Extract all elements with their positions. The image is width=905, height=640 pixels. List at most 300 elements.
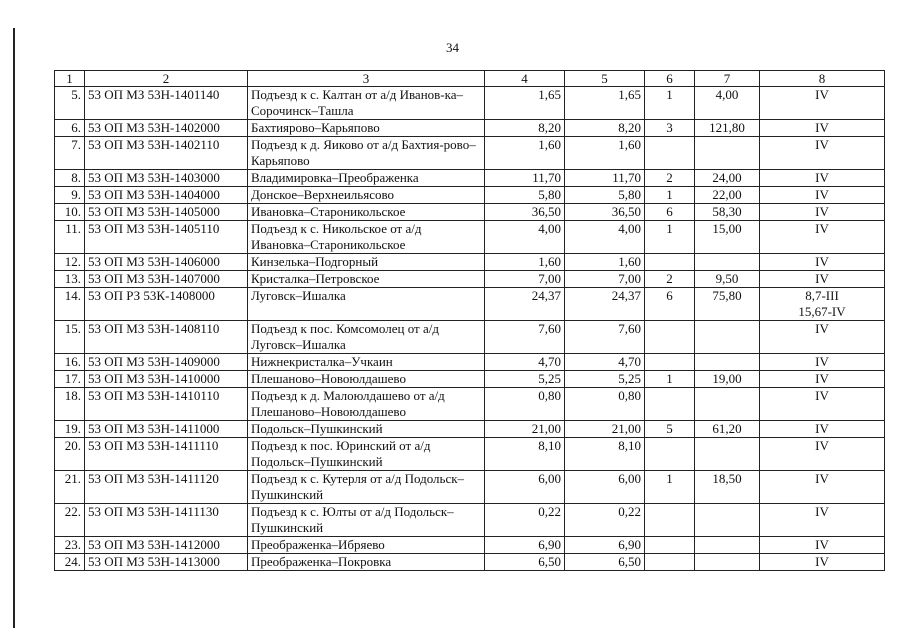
road-id-cell <box>85 504 248 537</box>
category-cell <box>760 388 885 421</box>
length-cell <box>485 438 565 471</box>
column-header: 3 <box>248 71 485 87</box>
length-cell <box>565 504 645 537</box>
road-id-cell <box>85 388 248 421</box>
row-number-text: 12. <box>64 254 81 269</box>
length-cell <box>485 120 565 137</box>
count-cell-text: 1 <box>666 87 673 102</box>
row-number-text: 23. <box>64 537 81 552</box>
road-id-cell <box>85 371 248 388</box>
road-id-cell-text: 53 ОП МЗ 53Н-1405110 <box>88 221 220 236</box>
table-row <box>55 120 885 137</box>
category-cell <box>760 471 885 504</box>
length-cell-text: 4,70 <box>618 354 641 369</box>
category-cell <box>760 204 885 221</box>
count-cell <box>645 170 695 187</box>
road-name-cell <box>248 288 485 321</box>
length-cell-text: 36,50 <box>531 204 561 219</box>
category-cell-text: IV <box>815 254 829 269</box>
category-cell-text: IV <box>815 421 829 436</box>
row-number <box>55 504 85 537</box>
road-id-cell-text: 53 ОП МЗ 53Н-1405000 <box>88 204 220 219</box>
bridge-length-cell <box>695 137 760 170</box>
road-id-cell-text: 53 ОП МЗ 53Н-1412000 <box>88 537 220 552</box>
road-id-cell <box>85 170 248 187</box>
count-cell <box>645 438 695 471</box>
row-number <box>55 137 85 170</box>
length-cell-text: 6,50 <box>538 554 561 569</box>
count-cell <box>645 87 695 120</box>
length-cell <box>485 554 565 571</box>
length-cell <box>485 254 565 271</box>
road-name-cell <box>248 371 485 388</box>
length-cell-text: 1,60 <box>618 254 641 269</box>
road-name-cell-text: Подъезд к д. Яиково от а/д Бахтия-рово–Карьяпово <box>251 137 476 168</box>
row-number <box>55 537 85 554</box>
row-number-text: 17. <box>64 371 81 386</box>
length-cell <box>565 221 645 254</box>
length-cell-text: 1,60 <box>618 137 641 152</box>
bridge-length-cell-text: 61,20 <box>712 421 742 436</box>
length-cell-text: 4,00 <box>538 221 561 236</box>
length-cell <box>485 87 565 120</box>
roads-table <box>54 70 885 571</box>
road-name-cell <box>248 537 485 554</box>
road-id-cell-text: 53 ОП МЗ 53Н-1406000 <box>88 254 220 269</box>
road-name-cell <box>248 388 485 421</box>
category-cell <box>760 554 885 571</box>
table-row <box>55 371 885 388</box>
count-cell <box>645 504 695 537</box>
count-cell-text: 2 <box>666 271 673 286</box>
road-id-cell-text: 53 ОП МЗ 53Н-1411110 <box>88 438 219 453</box>
road-name-cell-text: Подъезд к пос. Комсомолец от а/д Луговск–Ишалка <box>251 321 439 352</box>
count-cell <box>645 388 695 421</box>
category-cell <box>760 321 885 354</box>
row-number <box>55 554 85 571</box>
row-number-text: 20. <box>64 438 81 453</box>
row-number <box>55 371 85 388</box>
category-cell <box>760 254 885 271</box>
category-cell-text: IV <box>815 471 829 486</box>
bridge-length-cell-text: 58,30 <box>712 204 742 219</box>
table-header-row <box>55 71 885 87</box>
road-name-cell-text: Донское–Верхнеильясово <box>251 187 395 202</box>
road-name-cell <box>248 204 485 221</box>
length-cell <box>485 388 565 421</box>
row-number <box>55 221 85 254</box>
column-header: 8 <box>760 71 885 87</box>
table-row <box>55 204 885 221</box>
row-number-text: 7. <box>71 137 81 152</box>
road-name-cell-text: Подъезд к пос. Юринский от а/д Подольск–Пушкинский <box>251 438 431 469</box>
length-cell-text: 24,37 <box>531 288 561 303</box>
length-cell <box>565 170 645 187</box>
length-cell-text: 36,50 <box>611 204 641 219</box>
table-row <box>55 254 885 271</box>
length-cell <box>485 221 565 254</box>
road-name-cell <box>248 87 485 120</box>
column-header: 1 <box>55 71 85 87</box>
category-cell-text: IV <box>815 87 829 102</box>
count-cell-text: 2 <box>666 170 673 185</box>
bridge-length-cell <box>695 87 760 120</box>
category-cell-text: IV <box>815 204 829 219</box>
length-cell <box>565 537 645 554</box>
road-id-cell-text: 53 ОП МЗ 53Н-1408110 <box>88 321 220 336</box>
road-id-cell <box>85 421 248 438</box>
road-name-cell-text: Преображенка–Покровка <box>251 554 392 569</box>
category-cell-text: IV <box>815 354 829 369</box>
length-cell <box>485 421 565 438</box>
road-name-cell <box>248 120 485 137</box>
row-number-text: 6. <box>71 120 81 135</box>
category-cell-text: IV <box>815 537 829 552</box>
table-row <box>55 221 885 254</box>
count-cell-text: 6 <box>666 204 673 219</box>
count-cell <box>645 137 695 170</box>
length-cell-text: 0,22 <box>538 504 561 519</box>
count-cell <box>645 120 695 137</box>
bridge-length-cell-text: 22,00 <box>712 187 742 202</box>
row-number-text: 22. <box>64 504 81 519</box>
count-cell <box>645 537 695 554</box>
road-id-cell <box>85 354 248 371</box>
length-cell <box>565 187 645 204</box>
category-cell-text: IV <box>815 221 829 236</box>
count-cell <box>645 221 695 254</box>
length-cell <box>565 554 645 571</box>
road-id-cell-text: 53 ОП МЗ 53Н-1411000 <box>88 421 220 436</box>
bridge-length-cell <box>695 504 760 537</box>
length-cell-text: 0,22 <box>618 504 641 519</box>
count-cell <box>645 421 695 438</box>
length-cell-text: 7,00 <box>538 271 561 286</box>
road-name-cell <box>248 254 485 271</box>
row-number-text: 18. <box>64 388 81 403</box>
row-number <box>55 204 85 221</box>
table-row <box>55 87 885 120</box>
count-cell <box>645 471 695 504</box>
bridge-length-cell-text: 19,00 <box>712 371 742 386</box>
column-header: 7 <box>695 71 760 87</box>
length-cell <box>485 288 565 321</box>
page-edge-line <box>13 28 15 628</box>
column-header: 5 <box>565 71 645 87</box>
row-number-text: 24. <box>64 554 81 569</box>
bridge-length-cell-text: 121,80 <box>709 120 745 135</box>
row-number <box>55 471 85 504</box>
row-number-text: 14. <box>64 288 81 303</box>
road-name-cell-text: Подъезд к с. Калтан от а/д Иванов-ка–Сорочинск–Ташла <box>251 87 464 118</box>
length-cell-text: 4,70 <box>538 354 561 369</box>
length-cell-text: 1,65 <box>538 87 561 102</box>
category-cell <box>760 137 885 170</box>
bridge-length-cell <box>695 170 760 187</box>
category-cell <box>760 371 885 388</box>
category-cell-text: IV <box>815 321 829 336</box>
count-cell <box>645 187 695 204</box>
road-name-cell-text: Подольск–Пушкинский <box>251 421 383 436</box>
road-id-cell <box>85 537 248 554</box>
column-header: 6 <box>645 71 695 87</box>
road-name-cell-text: Владимировка–Преображенка <box>251 170 419 185</box>
road-id-cell-text: 53 ОП МЗ 53Н-1407000 <box>88 271 220 286</box>
road-id-cell-text: 53 ОП МЗ 53Н-1404000 <box>88 187 220 202</box>
road-name-cell-text: Подъезд к д. Малоюлдашево от а/д Плешаново–Новоюлдашево <box>251 388 445 419</box>
length-cell-text: 6,90 <box>538 537 561 552</box>
road-id-cell-text: 53 ОП МЗ 53Н-1411120 <box>88 471 219 486</box>
length-cell <box>565 438 645 471</box>
road-id-cell <box>85 271 248 288</box>
bridge-length-cell <box>695 371 760 388</box>
bridge-length-cell <box>695 421 760 438</box>
road-id-cell <box>85 438 248 471</box>
category-cell <box>760 170 885 187</box>
length-cell-text: 5,25 <box>538 371 561 386</box>
category-cell <box>760 271 885 288</box>
bridge-length-cell-text: 75,80 <box>712 288 742 303</box>
table-row <box>55 354 885 371</box>
row-number <box>55 254 85 271</box>
column-header: 2 <box>85 71 248 87</box>
road-name-cell-text: Бахтиярово–Карьяпово <box>251 120 380 135</box>
row-number-text: 8. <box>71 170 81 185</box>
count-cell <box>645 271 695 288</box>
road-id-cell <box>85 221 248 254</box>
count-cell <box>645 204 695 221</box>
length-cell-text: 8,20 <box>618 120 641 135</box>
count-cell <box>645 321 695 354</box>
length-cell <box>485 504 565 537</box>
road-id-cell-text: 53 ОП МЗ 53Н-1411130 <box>88 504 219 519</box>
length-cell <box>485 187 565 204</box>
count-cell-text: 5 <box>666 421 673 436</box>
table-row <box>55 554 885 571</box>
row-number-text: 9. <box>71 187 81 202</box>
road-id-cell <box>85 471 248 504</box>
length-cell-text: 0,80 <box>538 388 561 403</box>
road-name-cell-text: Подъезд к с. Никольское от а/д Ивановка–Староникольское <box>251 221 422 252</box>
category-cell <box>760 504 885 537</box>
length-cell-text: 24,37 <box>611 288 641 303</box>
length-cell <box>485 271 565 288</box>
length-cell-text: 5,80 <box>538 187 561 202</box>
length-cell-text: 6,50 <box>618 554 641 569</box>
count-cell <box>645 254 695 271</box>
road-name-cell <box>248 137 485 170</box>
category-cell <box>760 221 885 254</box>
road-name-cell <box>248 504 485 537</box>
road-id-cell-text: 53 ОП МЗ 53Н-1413000 <box>88 554 220 569</box>
length-cell <box>485 471 565 504</box>
bridge-length-cell <box>695 120 760 137</box>
road-id-cell-text: 53 ОП МЗ 53Н-1403000 <box>88 170 220 185</box>
column-header: 4 <box>485 71 565 87</box>
row-number <box>55 421 85 438</box>
length-cell-text: 6,90 <box>618 537 641 552</box>
road-id-cell <box>85 187 248 204</box>
length-cell <box>485 137 565 170</box>
length-cell <box>485 321 565 354</box>
category-cell-text: IV <box>815 504 829 519</box>
length-cell <box>485 537 565 554</box>
row-number-text: 13. <box>64 271 81 286</box>
row-number <box>55 288 85 321</box>
length-cell <box>565 321 645 354</box>
length-cell-text: 1,65 <box>618 87 641 102</box>
road-id-cell-text: 53 ОП МЗ 53Н-1402110 <box>88 137 220 152</box>
count-cell <box>645 371 695 388</box>
road-name-cell <box>248 354 485 371</box>
table-row <box>55 321 885 354</box>
count-cell-text: 1 <box>666 471 673 486</box>
road-id-cell <box>85 554 248 571</box>
page-number: 34 <box>446 40 459 55</box>
bridge-length-cell-text: 15,00 <box>712 221 742 236</box>
count-cell-text: 1 <box>666 221 673 236</box>
bridge-length-cell <box>695 187 760 204</box>
count-cell <box>645 288 695 321</box>
row-number <box>55 87 85 120</box>
row-number-text: 21. <box>64 471 81 486</box>
length-cell-text: 1,60 <box>538 254 561 269</box>
length-cell-text: 5,25 <box>618 371 641 386</box>
category-cell-text-second: 15,67-IV <box>798 304 846 319</box>
road-id-cell-text: 53 ОП МЗ 53Н-1409000 <box>88 354 220 369</box>
length-cell <box>565 288 645 321</box>
category-cell <box>760 288 885 321</box>
category-cell-text: IV <box>815 170 829 185</box>
length-cell <box>565 204 645 221</box>
road-name-cell <box>248 421 485 438</box>
bridge-length-cell-text: 24,00 <box>712 170 742 185</box>
bridge-length-cell-text: 4,00 <box>715 87 739 102</box>
length-cell <box>565 254 645 271</box>
bridge-length-cell <box>695 271 760 288</box>
road-id-cell-text: 53 ОП МЗ 53Н-1410000 <box>88 371 220 386</box>
road-name-cell-text: Луговск–Ишалка <box>251 288 346 303</box>
bridge-length-cell <box>695 204 760 221</box>
bridge-length-cell <box>695 438 760 471</box>
category-cell-text: IV <box>815 137 829 152</box>
table-row <box>55 137 885 170</box>
length-cell <box>485 354 565 371</box>
road-name-cell-text: Ивановка–Староникольское <box>251 204 406 219</box>
table-row <box>55 537 885 554</box>
table-row <box>55 421 885 438</box>
length-cell <box>565 137 645 170</box>
row-number-text: 5. <box>71 87 81 102</box>
count-cell-text: 6 <box>666 288 673 303</box>
road-id-cell-text: 53 ОП МЗ 53Н-1402000 <box>88 120 220 135</box>
length-cell <box>565 421 645 438</box>
table-row <box>55 170 885 187</box>
road-name-cell-text: Плешаново–Новоюлдашево <box>251 371 406 386</box>
length-cell <box>485 170 565 187</box>
road-id-cell <box>85 254 248 271</box>
category-cell <box>760 87 885 120</box>
category-cell-text: IV <box>815 554 829 569</box>
length-cell-text: 4,00 <box>618 221 641 236</box>
table-row <box>55 471 885 504</box>
length-cell-text: 8,10 <box>538 438 561 453</box>
table-row <box>55 271 885 288</box>
road-id-cell <box>85 137 248 170</box>
length-cell-text: 1,60 <box>538 137 561 152</box>
category-cell-text: 8,7-III <box>805 288 839 303</box>
category-cell-text: IV <box>815 120 829 135</box>
row-number <box>55 388 85 421</box>
table-row <box>55 288 885 321</box>
row-number-text: 11. <box>65 221 81 236</box>
table-row <box>55 187 885 204</box>
road-id-cell <box>85 204 248 221</box>
bridge-length-cell <box>695 354 760 371</box>
row-number <box>55 187 85 204</box>
road-id-cell-text: 53 ОП МЗ 53Н-1410110 <box>88 388 220 403</box>
road-name-cell <box>248 554 485 571</box>
road-name-cell <box>248 170 485 187</box>
category-cell-text: IV <box>815 187 829 202</box>
row-number <box>55 170 85 187</box>
category-cell <box>760 354 885 371</box>
road-name-cell <box>248 321 485 354</box>
road-name-cell <box>248 187 485 204</box>
bridge-length-cell <box>695 221 760 254</box>
bridge-length-cell <box>695 288 760 321</box>
road-name-cell-text: Кинзелька–Подгорный <box>251 254 379 269</box>
length-cell-text: 21,00 <box>531 421 561 436</box>
road-name-cell-text: Преображенка–Ибряево <box>251 537 385 552</box>
length-cell <box>565 371 645 388</box>
bridge-length-cell <box>695 388 760 421</box>
category-cell-text: IV <box>815 388 829 403</box>
road-id-cell <box>85 288 248 321</box>
table-row <box>55 504 885 537</box>
count-cell <box>645 554 695 571</box>
road-id-cell-text: 53 ОП РЗ 53К-1408000 <box>88 288 215 303</box>
bridge-length-cell <box>695 254 760 271</box>
category-cell <box>760 120 885 137</box>
row-number-text: 16. <box>64 354 81 369</box>
length-cell-text: 8,20 <box>538 120 561 135</box>
road-id-cell <box>85 321 248 354</box>
category-cell-text: IV <box>815 271 829 286</box>
length-cell-text: 5,80 <box>618 187 641 202</box>
length-cell <box>565 471 645 504</box>
count-cell-text: 1 <box>666 371 673 386</box>
category-cell <box>760 537 885 554</box>
category-cell <box>760 421 885 438</box>
length-cell-text: 8,10 <box>618 438 641 453</box>
count-cell-text: 1 <box>666 187 673 202</box>
row-number-text: 10. <box>64 204 81 219</box>
length-cell <box>485 371 565 388</box>
table-row <box>55 438 885 471</box>
length-cell-text: 21,00 <box>611 421 641 436</box>
row-number <box>55 271 85 288</box>
bridge-length-cell <box>695 471 760 504</box>
road-name-cell-text: Подъезд к с. Юлты от а/д Подольск–Пушкинский <box>251 504 454 535</box>
road-name-cell <box>248 221 485 254</box>
table-row <box>55 388 885 421</box>
length-cell-text: 11,70 <box>612 170 641 185</box>
bridge-length-cell <box>695 554 760 571</box>
category-cell <box>760 187 885 204</box>
bridge-length-cell <box>695 537 760 554</box>
length-cell <box>565 271 645 288</box>
